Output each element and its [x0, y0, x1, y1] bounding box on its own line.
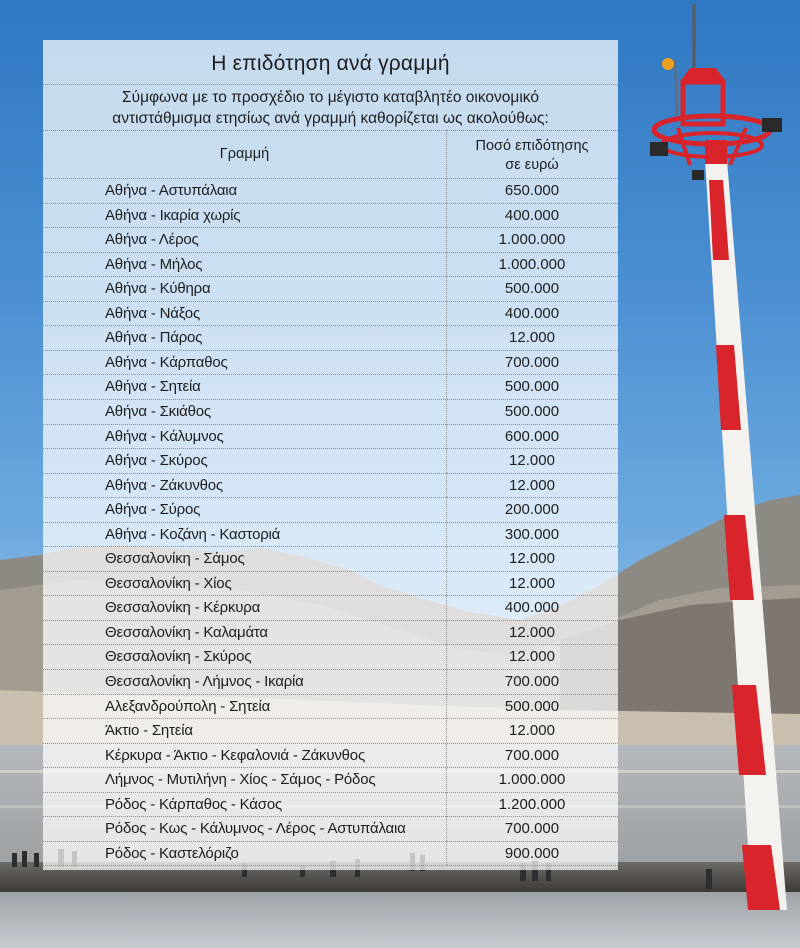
amount-cell: 12.000 [509, 476, 555, 494]
table-row [43, 497, 618, 522]
table-row [43, 743, 618, 768]
amount-cell: 700.000 [504, 353, 560, 371]
table-row [43, 374, 618, 399]
column-header-amount-line-1: Ποσό επιδότησης [475, 138, 589, 154]
table-row [43, 276, 618, 301]
table-row [43, 595, 618, 620]
amount-cell: 12.000 [509, 452, 555, 470]
table-row [43, 644, 618, 669]
table-row [43, 669, 618, 694]
amount-cell: 12.000 [509, 329, 555, 347]
route-cell: Αθήνα - Κύθηρα [105, 280, 211, 298]
row-divider [43, 865, 618, 866]
amount-cell: 200.000 [504, 501, 560, 519]
route-cell: Αθήνα - Λέρος [105, 231, 199, 249]
table-title: Η επιδότηση ανά γραμμή [211, 52, 450, 75]
route-cell: Αθήνα - Νάξος [105, 304, 200, 322]
column-header-amount [446, 137, 618, 175]
route-cell: Θεσσαλονίκη - Σκύρος [105, 648, 252, 666]
route-cell: Θεσσαλονίκη - Λήμνος - Ικαρία [105, 673, 304, 690]
amount-cell: 500.000 [504, 697, 560, 715]
amount-cell: 650.000 [504, 182, 560, 199]
route-cell: Αλεξανδρούπολη - Σητεία [105, 697, 271, 715]
amount-cell: 500.000 [504, 280, 560, 298]
divider [43, 130, 618, 131]
table-subtitle-line-2: αντιστάθμισμα ετησίως ανά γραμμή καθορίζεται ως ακολούθως: [112, 110, 549, 127]
route-cell: Ρόδος - Καστελόριζο [105, 844, 239, 862]
amount-cell: 12.000 [509, 648, 555, 666]
amount-cell: 1.000.000 [498, 231, 566, 249]
table-row [43, 767, 618, 792]
amount-cell: 500.000 [504, 378, 560, 396]
table-subtitle-line-1: Σύμφωνα με το προσχέδιο το μέγιστο καταβλητέο οικονομικό [122, 89, 539, 106]
amount-cell: 700.000 [504, 820, 560, 838]
table-row [43, 571, 618, 596]
table-row [43, 178, 618, 203]
route-cell: Αθήνα - Αστυπάλαια [105, 182, 237, 199]
route-cell: Αθήνα - Κάρπαθος [105, 353, 228, 371]
route-cell: Αθήνα - Πάρος [105, 329, 203, 347]
table-row [43, 227, 618, 252]
table-row [43, 301, 618, 326]
amount-cell: 1.000.000 [498, 771, 566, 789]
table-row [43, 546, 618, 571]
amount-cell: 400.000 [504, 206, 560, 224]
route-cell: Αθήνα - Σητεία [105, 378, 201, 396]
divider [43, 84, 618, 85]
route-cell: Αθήνα - Μήλος [105, 255, 203, 273]
column-header-amount-line-2: σε ευρώ [505, 157, 559, 173]
amount-cell: 12.000 [509, 574, 555, 592]
route-cell: Θεσσαλονίκη - Σάμος [105, 550, 245, 568]
amount-cell: 700.000 [504, 746, 560, 764]
amount-cell: 500.000 [504, 402, 560, 420]
amount-cell: 600.000 [504, 427, 560, 445]
route-cell: Λήμνος - Μυτιλήνη - Χίος - Σάμος - Ρόδος [105, 771, 376, 789]
table-row [43, 620, 618, 645]
table-row [43, 718, 618, 743]
amount-cell: 700.000 [504, 673, 560, 690]
route-cell: Αθήνα - Σκιάθος [105, 402, 211, 420]
column-header-route: Γραμμή [219, 146, 270, 162]
route-cell: Αθήνα - Κάλυμνος [105, 427, 224, 445]
table-row [43, 816, 618, 841]
route-cell: Θεσσαλονίκη - Κέρκυρα [105, 599, 261, 617]
table-row [43, 841, 618, 866]
amount-cell: 12.000 [509, 550, 555, 568]
route-cell: Ρόδος - Κάρπαθος - Κάσος [105, 795, 282, 813]
amount-cell: 300.000 [504, 525, 560, 543]
table-row [43, 424, 618, 449]
table-row [43, 203, 618, 228]
route-cell: Ρόδος - Κως - Κάλυμνος - Λέρος - Αστυπάλαια [105, 820, 406, 838]
table-row [43, 350, 618, 375]
route-cell: Αθήνα - Ικαρία χωρίς [105, 206, 241, 224]
table-row [43, 325, 618, 350]
amount-cell: 1.200.000 [498, 795, 566, 813]
route-cell: Αθήνα - Κοζάνη - Καστοριά [105, 525, 281, 543]
table-subtitle [43, 87, 618, 129]
route-cell: Αθήνα - Σύρος [105, 501, 201, 519]
amount-cell: 400.000 [504, 599, 560, 617]
amount-cell: 12.000 [509, 722, 555, 740]
amount-cell: 400.000 [504, 304, 560, 322]
route-cell: Κέρκυρα - Άκτιο - Κεφαλονιά - Ζάκυνθος [105, 746, 365, 764]
table-row [43, 448, 618, 473]
route-cell: Θεσσαλονίκη - Καλαμάτα [105, 623, 268, 641]
table-row [43, 694, 618, 719]
amount-cell: 12.000 [509, 623, 555, 641]
route-cell: Άκτιο - Σητεία [105, 722, 193, 740]
table-row [43, 252, 618, 277]
amount-cell: 1.000.000 [498, 255, 566, 273]
route-cell: Αθήνα - Ζάκυνθος [105, 476, 223, 494]
table-row [43, 522, 618, 547]
tarmac [0, 892, 800, 948]
table-row [43, 792, 618, 817]
route-cell: Θεσσαλονίκη - Χίος [105, 574, 232, 592]
table-row [43, 473, 618, 498]
route-cell: Αθήνα - Σκύρος [105, 452, 208, 470]
table-row [43, 399, 618, 424]
amount-cell: 900.000 [504, 844, 560, 862]
